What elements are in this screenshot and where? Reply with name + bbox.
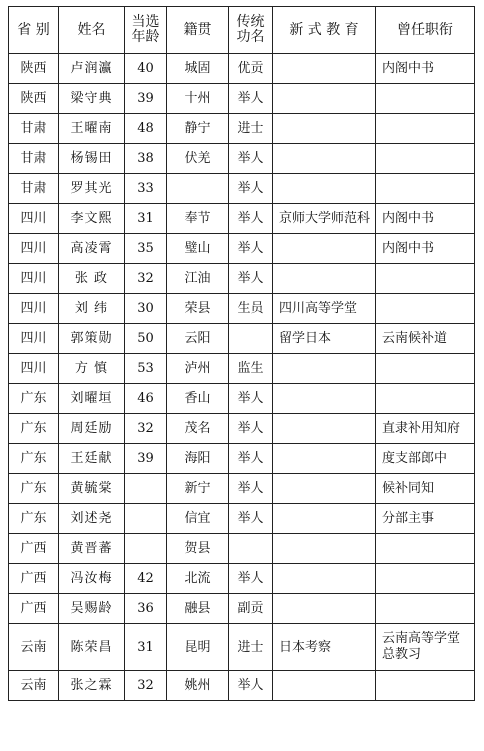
cell-merit: 举人: [229, 144, 273, 174]
cell-name: 冯汝梅: [59, 564, 125, 594]
cell-age: 31: [125, 204, 167, 234]
cell-province: 四川: [9, 234, 59, 264]
cell-hometown: 奉节: [167, 204, 229, 234]
cell-age: 46: [125, 384, 167, 414]
cell-province: 广东: [9, 474, 59, 504]
cell-province: 陕西: [9, 84, 59, 114]
header-hometown: 籍贯: [167, 7, 229, 54]
table-container: [8, 6, 475, 701]
cell-province: 四川: [9, 264, 59, 294]
cell-hometown: 香山: [167, 384, 229, 414]
cell-hometown: 北流: [167, 564, 229, 594]
cell-name: 李文熙: [59, 204, 125, 234]
cell-age: 48: [125, 114, 167, 144]
cell-age: 30: [125, 294, 167, 324]
table-row: [9, 354, 475, 384]
cell-province: 四川: [9, 204, 59, 234]
table-row: [9, 54, 475, 84]
cell-past-posts: [376, 354, 475, 384]
cell-name: 张之霖: [59, 671, 125, 701]
cell-education: [273, 174, 376, 204]
cell-age: [125, 534, 167, 564]
cell-education: [273, 594, 376, 624]
cell-education: [273, 671, 376, 701]
cell-name: 郭策勋: [59, 324, 125, 354]
cell-age: 40: [125, 54, 167, 84]
table-row: [9, 234, 475, 264]
cell-past-posts: [376, 114, 475, 144]
table-row: [9, 324, 475, 354]
cell-province: 四川: [9, 294, 59, 324]
cell-name: 陈荣昌: [59, 624, 125, 671]
cell-province: 广东: [9, 384, 59, 414]
table-row: [9, 624, 475, 671]
table-row: [9, 594, 475, 624]
cell-merit: 举人: [229, 564, 273, 594]
cell-name: 王廷献: [59, 444, 125, 474]
cell-name: 王曜南: [59, 114, 125, 144]
cell-hometown: 泸州: [167, 354, 229, 384]
cell-hometown: 荣县: [167, 294, 229, 324]
cell-past-posts: 内阁中书: [376, 204, 475, 234]
cell-merit: 举人: [229, 414, 273, 444]
cell-name: 卢润瀛: [59, 54, 125, 84]
cell-hometown: 静宁: [167, 114, 229, 144]
table-row: [9, 84, 475, 114]
table-row: [9, 384, 475, 414]
cell-education: 留学日本: [273, 324, 376, 354]
cell-past-posts: [376, 671, 475, 701]
cell-age: 36: [125, 594, 167, 624]
cell-age: 35: [125, 234, 167, 264]
cell-education: 京师大学师范科: [273, 204, 376, 234]
table-header-row: [9, 7, 475, 54]
cell-age: [125, 474, 167, 504]
cell-province: 甘肃: [9, 114, 59, 144]
cell-merit: 举人: [229, 384, 273, 414]
cell-past-posts: 分部主事: [376, 504, 475, 534]
cell-merit: 举人: [229, 474, 273, 504]
cell-past-posts: [376, 264, 475, 294]
header-name: 姓名: [59, 7, 125, 54]
cell-name: 杨锡田: [59, 144, 125, 174]
cell-past-posts: 内阁中书: [376, 54, 475, 84]
cell-hometown: 姚州: [167, 671, 229, 701]
cell-province: 广东: [9, 504, 59, 534]
cell-past-posts: [376, 594, 475, 624]
cell-education: [273, 414, 376, 444]
cell-education: [273, 234, 376, 264]
cell-merit: 举人: [229, 174, 273, 204]
cell-education: 四川高等学堂: [273, 294, 376, 324]
cell-province: 云南: [9, 671, 59, 701]
cell-age: [125, 504, 167, 534]
cell-past-posts: 直隶补用知府: [376, 414, 475, 444]
cell-past-posts: [376, 294, 475, 324]
cell-education: [273, 504, 376, 534]
cell-hometown: 江油: [167, 264, 229, 294]
cell-hometown: 城固: [167, 54, 229, 84]
cell-age: 32: [125, 264, 167, 294]
cell-name: 高凌霄: [59, 234, 125, 264]
cell-merit: 举人: [229, 504, 273, 534]
cell-age: 39: [125, 84, 167, 114]
cell-hometown: 璧山: [167, 234, 229, 264]
cell-name: 梁守典: [59, 84, 125, 114]
cell-merit: 举人: [229, 671, 273, 701]
cell-education: [273, 54, 376, 84]
cell-past-posts: 候补同知: [376, 474, 475, 504]
cell-age: 53: [125, 354, 167, 384]
cell-age: 32: [125, 671, 167, 701]
cell-hometown: 云阳: [167, 324, 229, 354]
table-row: [9, 174, 475, 204]
cell-name: 罗其光: [59, 174, 125, 204]
cell-age: 31: [125, 624, 167, 671]
header-province: 省 别: [9, 7, 59, 54]
cell-province: 广东: [9, 414, 59, 444]
header-merit-line1: 传统: [236, 14, 265, 30]
cell-hometown: 十州: [167, 84, 229, 114]
table-row: [9, 444, 475, 474]
cell-province: 陕西: [9, 54, 59, 84]
table-row: [9, 534, 475, 564]
cell-province: 甘肃: [9, 174, 59, 204]
cell-hometown: 伏羌: [167, 144, 229, 174]
cell-name: 黄毓棠: [59, 474, 125, 504]
cell-past-posts: 度支部郎中: [376, 444, 475, 474]
cell-name: 刘述尧: [59, 504, 125, 534]
cell-past-posts: 云南高等学堂总教习: [376, 624, 475, 671]
cell-education: [273, 534, 376, 564]
cell-merit: 监生: [229, 354, 273, 384]
header-education: 新 式 教 育: [273, 7, 376, 54]
table-row: [9, 114, 475, 144]
cell-hometown: 茂名: [167, 414, 229, 444]
cell-past-posts: [376, 564, 475, 594]
cell-education: [273, 564, 376, 594]
cell-name: 方 慎: [59, 354, 125, 384]
cell-hometown: 信宜: [167, 504, 229, 534]
cell-education: [273, 114, 376, 144]
cell-merit: 举人: [229, 204, 273, 234]
table-row: [9, 671, 475, 701]
cell-province: 广东: [9, 444, 59, 474]
cell-age: 39: [125, 444, 167, 474]
table-row: [9, 204, 475, 234]
cell-hometown: 海阳: [167, 444, 229, 474]
cell-name: 黄晋蕃: [59, 534, 125, 564]
cell-education: [273, 444, 376, 474]
header-merit: [229, 7, 273, 54]
cell-name: 吴赐龄: [59, 594, 125, 624]
table-row: [9, 414, 475, 444]
cell-merit: [229, 324, 273, 354]
cell-province: 四川: [9, 354, 59, 384]
cell-past-posts: [376, 144, 475, 174]
cell-education: [273, 84, 376, 114]
cell-hometown: 昆明: [167, 624, 229, 671]
cell-age: 50: [125, 324, 167, 354]
cell-merit: 生员: [229, 294, 273, 324]
table-row: [9, 504, 475, 534]
cell-age: 38: [125, 144, 167, 174]
table-row: [9, 294, 475, 324]
cell-name: 张 政: [59, 264, 125, 294]
cell-merit: 副贡: [229, 594, 273, 624]
cell-education: [273, 144, 376, 174]
table-row: [9, 144, 475, 174]
cell-age: 32: [125, 414, 167, 444]
cell-past-posts: [376, 384, 475, 414]
cell-past-posts: 云南候补道: [376, 324, 475, 354]
table-row: [9, 264, 475, 294]
cell-merit: 进士: [229, 114, 273, 144]
cell-education: [273, 384, 376, 414]
cell-province: 广西: [9, 564, 59, 594]
cell-age: 42: [125, 564, 167, 594]
assembly-members-table: [8, 6, 475, 701]
cell-merit: 举人: [229, 444, 273, 474]
cell-education: 日本考察: [273, 624, 376, 671]
cell-hometown: 新宁: [167, 474, 229, 504]
cell-education: [273, 264, 376, 294]
cell-name: 周廷励: [59, 414, 125, 444]
header-age-line1: 当选: [131, 14, 160, 30]
cell-merit: 举人: [229, 234, 273, 264]
cell-merit: [229, 534, 273, 564]
table-row: [9, 474, 475, 504]
cell-education: [273, 474, 376, 504]
cell-merit: 举人: [229, 84, 273, 114]
cell-province: 广西: [9, 534, 59, 564]
cell-province: 甘肃: [9, 144, 59, 174]
cell-merit: 举人: [229, 264, 273, 294]
cell-past-posts: [376, 534, 475, 564]
cell-hometown: 融县: [167, 594, 229, 624]
cell-hometown: [167, 174, 229, 204]
cell-merit: 优贡: [229, 54, 273, 84]
cell-province: 云南: [9, 624, 59, 671]
cell-province: 四川: [9, 324, 59, 354]
cell-name: 刘 纬: [59, 294, 125, 324]
header-age: [125, 7, 167, 54]
cell-name: 刘曜垣: [59, 384, 125, 414]
cell-past-posts: 内阁中书: [376, 234, 475, 264]
table-row: [9, 564, 475, 594]
cell-age: 33: [125, 174, 167, 204]
table-body: [9, 54, 475, 701]
cell-merit: 进士: [229, 624, 273, 671]
cell-province: 广西: [9, 594, 59, 624]
cell-past-posts: [376, 84, 475, 114]
header-merit-line2: 功名: [236, 29, 265, 45]
cell-past-posts: [376, 174, 475, 204]
cell-hometown: 贺县: [167, 534, 229, 564]
cell-education: [273, 354, 376, 384]
header-past-posts: 曾任职衔: [376, 7, 475, 54]
header-age-line2: 年龄: [131, 29, 160, 45]
